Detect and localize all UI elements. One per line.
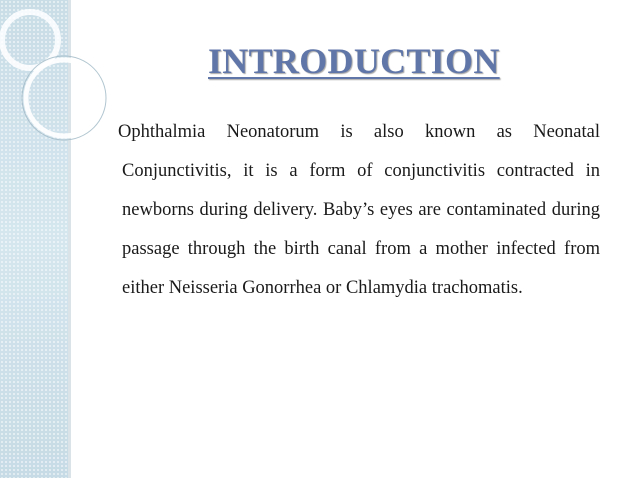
slide-title: INTRODUCTION [208, 41, 500, 81]
intro-paragraph: Ophthalmia Neonatorum is also known as Neonatal Conjunctivitis, it is a form of conjunctivitis contracted in newborns during delivery. Baby’s eyes are contaminated during passage through the birth canal from a mother infected from either Neisseria Gonorrhea or Chlamydia trachomatis. [118, 122, 600, 298]
decorative-circles [0, 0, 120, 180]
